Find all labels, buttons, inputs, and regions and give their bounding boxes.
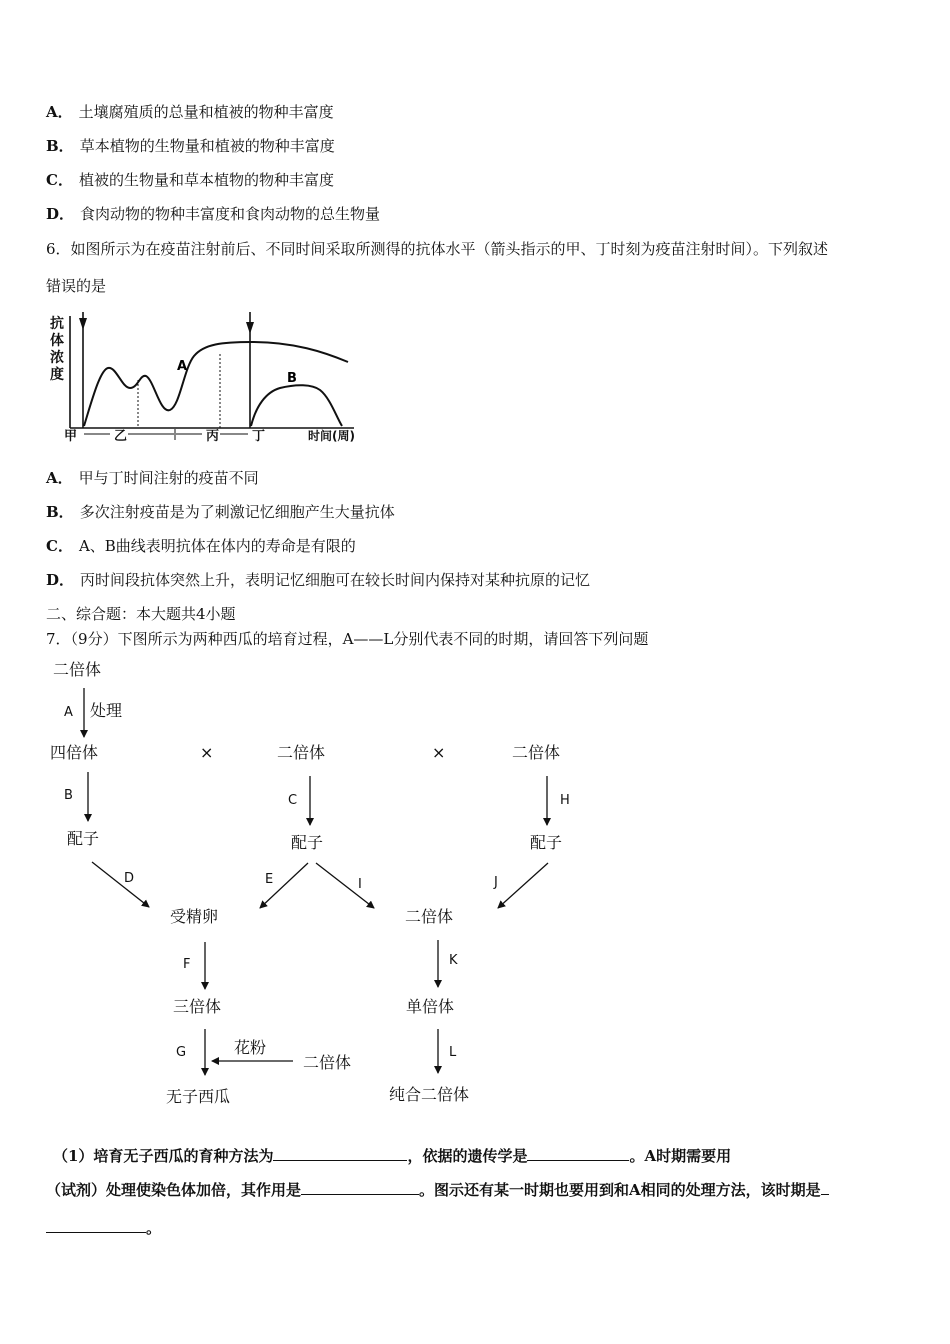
q7-stem: 7．（9分）下图所示为两种西瓜的培育过程，A——L分别代表不同的时期，请回答下列问题 — [46, 630, 649, 648]
option-text: 植被的生物量和草本植物的物种丰富度 — [78, 171, 334, 189]
answer-blank[interactable] — [821, 1180, 829, 1195]
node-gamete-right: 配子 — [530, 833, 563, 852]
q7-sub1-text: 。 — [146, 1219, 162, 1237]
option-letter: C． — [46, 537, 73, 555]
step-label-l: L — [449, 1045, 457, 1060]
step-label-d: D — [124, 871, 135, 886]
step-label-c: C — [288, 793, 298, 808]
cross-symbol: × — [200, 743, 214, 762]
q7-sub1-text: ，依据的遗传学是 — [407, 1147, 528, 1165]
node-diploid-center: 二倍体 — [405, 907, 454, 926]
curve-a-label: A — [177, 359, 188, 374]
answer-blank[interactable] — [301, 1180, 419, 1195]
q7-sub1-line2 — [46, 1180, 829, 1200]
curve-a — [84, 342, 348, 426]
q7-sub1-text: （试剂）处理使染色体加倍，其作用是 — [46, 1181, 302, 1199]
option-letter: C． — [46, 171, 73, 189]
arrow-j — [498, 863, 548, 908]
q7-sub1-line1 — [53, 1146, 731, 1166]
option-letter: D． — [46, 571, 75, 589]
label-process: 处理 — [90, 701, 123, 720]
node-seedless-watermelon: 无子西瓜 — [166, 1087, 231, 1106]
y-label-char: 度 — [50, 367, 64, 383]
node-diploid-top: 二倍体 — [53, 660, 102, 679]
step-label-i: I — [358, 877, 362, 892]
arrow-head — [79, 318, 87, 330]
q5-option-b — [46, 136, 335, 156]
node-gamete-mid: 配子 — [291, 833, 324, 852]
answer-blank[interactable] — [46, 1218, 146, 1233]
y-label-char: 浓 — [50, 350, 64, 366]
x-axis-title: 时间(周) — [308, 429, 355, 443]
node-triploid: 三倍体 — [173, 997, 222, 1016]
node-haploid: 单倍体 — [406, 997, 455, 1016]
answer-blank[interactable] — [273, 1146, 407, 1161]
option-text: 甲与丁时间注射的疫苗不同 — [78, 469, 259, 487]
q5-option-a — [46, 102, 334, 122]
curve-b-label: B — [287, 371, 297, 386]
node-diploid-pollen: 二倍体 — [303, 1053, 352, 1072]
step-label-a: A — [64, 705, 73, 720]
breeding-diagram — [0, 650, 620, 1120]
step-label-k: K — [449, 953, 458, 968]
q6-option-b — [46, 502, 395, 522]
node-zygote: 受精卵 — [170, 907, 219, 926]
node-gamete-left: 配子 — [67, 829, 100, 848]
step-label-f: F — [183, 957, 191, 972]
x-label-jia: 甲 — [64, 429, 78, 444]
step-label-b: B — [64, 788, 73, 803]
option-text: 多次注射疫苗是为了刺激记忆细胞产生大量抗体 — [79, 503, 395, 521]
q6-stem-line1: 6．如图所示为在疫苗注射前后、不同时间采取所测得的抗体水平（箭头指示的甲、丁时刻为疫苗注射时间）。下列叙述 — [46, 240, 829, 258]
q6-option-d — [46, 570, 590, 590]
option-text: 丙时间段抗体突然上升，表明记忆细胞可在较长时间内保持对某种抗原的记忆 — [80, 571, 591, 589]
option-letter: D． — [46, 205, 75, 223]
x-label-ding: 丁 — [252, 429, 266, 444]
step-label-j: J — [494, 875, 498, 890]
y-label-char: 体 — [50, 333, 64, 349]
arrow-i — [316, 863, 374, 908]
curve-b — [251, 385, 342, 426]
option-letter: A． — [46, 103, 73, 121]
option-letter: B． — [46, 137, 74, 155]
q5-option-d — [46, 204, 380, 224]
y-label-char: 抗 — [50, 316, 64, 332]
q7-sub1-text: （1）培育无子西瓜的育种方法为 — [53, 1147, 274, 1165]
q6-option-c — [46, 536, 356, 556]
q5-option-c — [46, 170, 334, 190]
answer-blank[interactable] — [527, 1146, 629, 1161]
option-text: 土壤腐殖质的总量和植被的物种丰富度 — [78, 103, 334, 121]
step-label-g: G — [176, 1045, 187, 1060]
label-pollen: 花粉 — [234, 1038, 267, 1057]
q7-sub1-line3 — [46, 1218, 161, 1238]
cross-symbol: × — [432, 743, 446, 762]
node-tetraploid: 四倍体 — [50, 743, 99, 762]
node-pure-diploid: 纯合二倍体 — [389, 1085, 470, 1104]
arrow-d — [92, 862, 149, 907]
q7-sub1-text: 。A时期需要用 — [629, 1147, 732, 1165]
option-text: A、B曲线表明抗体在体内的寿命是有限的 — [78, 537, 356, 555]
step-label-e: E — [265, 872, 274, 887]
q7-sub1-text: 。图示还有某一时期也要用到和A相同的处理方法，该时期是 — [419, 1181, 821, 1199]
step-label-h: H — [560, 793, 570, 808]
x-label-bing: 丙 — [206, 429, 220, 444]
node-diploid-mid: 二倍体 — [277, 743, 326, 762]
q6-option-a — [46, 468, 259, 488]
option-text: 草本植物的生物量和植被的物种丰富度 — [79, 137, 335, 155]
section-title: 二、综合题：本大题共4小题 — [46, 605, 236, 623]
option-text: 食肉动物的物种丰富度和食肉动物的总生物量 — [80, 205, 381, 223]
option-letter: B． — [46, 503, 74, 521]
arrow-head — [246, 322, 254, 334]
node-diploid-right: 二倍体 — [512, 743, 561, 762]
q6-stem-line2: 错误的是 — [46, 277, 107, 295]
x-label-yi: 乙 — [114, 429, 128, 444]
antibody-chart — [44, 308, 374, 450]
option-letter: A． — [46, 469, 73, 487]
